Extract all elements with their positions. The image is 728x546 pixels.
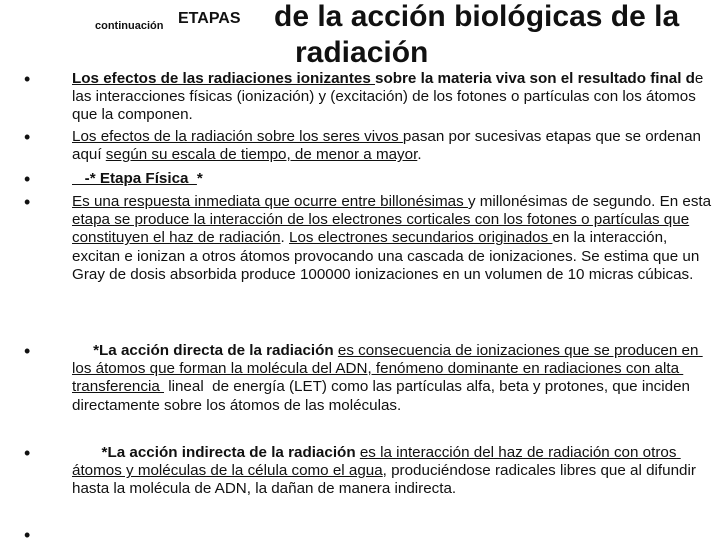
- underlined-text: según su escala de tiempo, de menor a mayor: [105, 146, 418, 164]
- plain-text: lineal de energía (LET) como las partículas alfa, beta y protones, que inciden directamente sobre los átomos de las moléculas.: [72, 378, 695, 414]
- title-continuation: continuación: [95, 20, 164, 32]
- bullet-dot: •: [24, 192, 31, 212]
- title-etapas: ETAPAS: [178, 10, 241, 27]
- plain-text: y millonésimas de segundo. En esta: [467, 193, 712, 210]
- bullet-text: [72, 70, 712, 125]
- underlined-text: Es una respuesta inmediata que ocurre entre billonésimas: [72, 193, 468, 210]
- bullet-dot: •: [24, 525, 31, 545]
- plain-text: .: [280, 229, 289, 247]
- bold-text: *La acción directa de la radiación: [72, 342, 338, 359]
- underlined-text: Los efectos de la radiación sobre los seres vivos: [72, 128, 403, 145]
- bullet-text: [72, 170, 712, 188]
- bullet-dot: •: [24, 341, 31, 361]
- slide-title: [0, 0, 728, 72]
- plain-text: pasan por sucesivas etapas que se ordenan aquí: [72, 128, 701, 164]
- bullet-dot: •: [24, 127, 31, 147]
- bullet-text: [72, 128, 712, 164]
- bullet-dot: •: [24, 69, 31, 89]
- underlined-bold-text: -* Etapa Física: [72, 170, 197, 187]
- plain-text: e las interacciones físicas (ionización) y (excitación) de los fotones o partículas con los átomos que la componen.: [72, 70, 704, 124]
- bold-text: *La acción indirecta de la radiación: [72, 444, 360, 461]
- bullet-text: [72, 444, 712, 499]
- bullet-dot: •: [24, 443, 31, 463]
- bold-text: *: [196, 170, 203, 187]
- bullet-text: [72, 193, 712, 284]
- bullet-dot: •: [24, 169, 31, 189]
- underlined-text: etapa se produce la interacción de los electrones corticales con los fotones o partículas que constituyen el haz de radiación: [72, 211, 690, 247]
- underlined-bold-text: Los efectos de las radiaciones ionizantes: [72, 70, 376, 87]
- title-line-1: de la acción biológicas de la: [274, 0, 680, 33]
- underlined-text: es la interacción del haz de radiación con otros átomos y moléculas de la célula como el agua: [72, 444, 681, 480]
- plain-text: en la interacción, excitan e ionizan a otros átomos provocando una cascada de ionizaciones. Se estima que un Gray de dosis absorbida produce 100000 ionizaciones en un volumen de 10 micras cúbicas.: [72, 229, 700, 283]
- underlined-text: Los electrones secundarios originados: [289, 229, 553, 247]
- underlined-text: es consecuencia de ionizaciones que se producen en los átomos que forman la molécula del ADN, fenómeno dominante en radiaciones con alta transferencia: [72, 342, 703, 396]
- bullet-text: [72, 342, 712, 415]
- plain-text: .: [417, 146, 422, 164]
- title-line-2: radiación: [295, 36, 429, 69]
- plain-text: , produciéndose radicales libres que al difundir hasta la molécula de ADN, la dañan de manera indirecta.: [72, 462, 701, 498]
- bold-text: sobre la materia viva son el resultado final d: [375, 70, 695, 87]
